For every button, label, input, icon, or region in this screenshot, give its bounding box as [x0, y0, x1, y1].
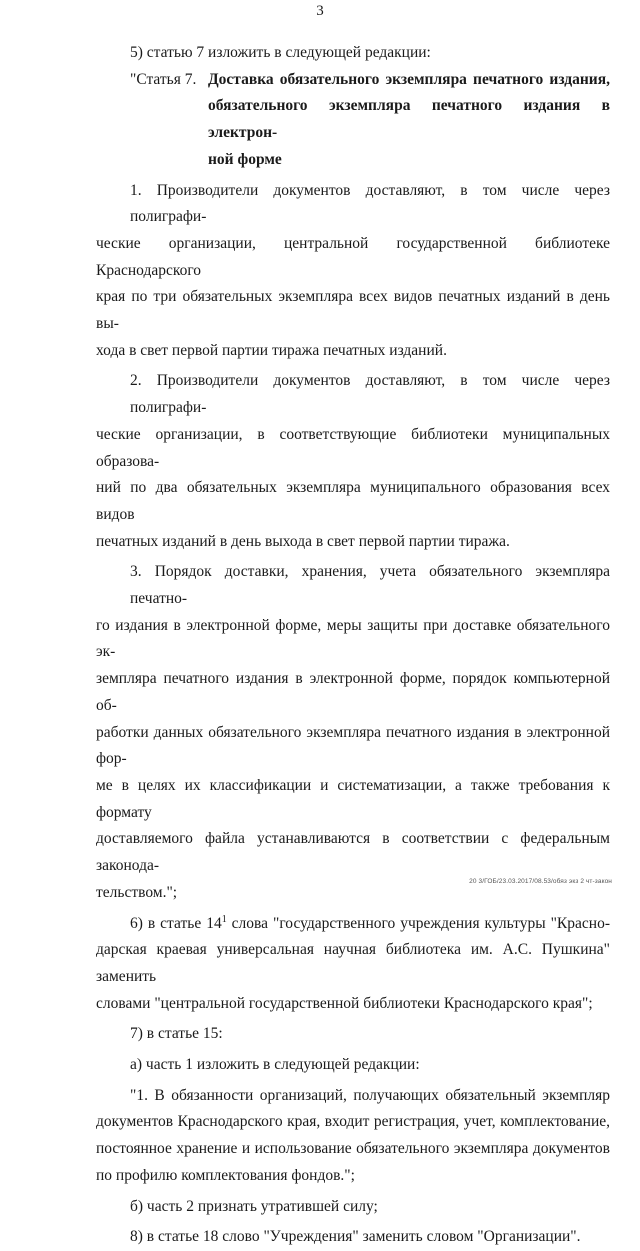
- paragraph-line: печатных изданий в день выхода в свет первой партии тиража.: [96, 532, 510, 550]
- article-7-title-line: обязательного экземпляра печатного издания в электрон-: [208, 97, 610, 142]
- paragraph-line: 2. Производители документов доставляют, в том числе через полиграфи-: [130, 372, 610, 417]
- superscript: 1: [221, 913, 227, 925]
- item-5: 5) статью 7 изложить в следующей редакции:: [130, 44, 431, 61]
- footer-document-code: 20 3/ГОБ/23.03.2017/08.53/обяз экз 2 чт-закон: [469, 878, 612, 885]
- paragraph-line: ческие организации, центральной государственной библиотеке Краснодарского: [96, 234, 610, 279]
- paragraph-3: [96, 559, 610, 906]
- item-8: 8) в статье 18 слово "Учреждения" заменить словом "Организации".: [130, 1228, 581, 1246]
- paragraph-line: 3. Порядок доставки, хранения, учета обязательного экземпляра печатно-: [130, 563, 610, 608]
- paragraph-line: тельством.";: [96, 883, 178, 901]
- paragraph-line: дарская краевая универсальная научная библиотека им. А.С. Пушкина" заменить: [96, 941, 610, 985]
- paragraph-line: края по три обязательных экземпляра всех видов печатных изданий в день вы-: [96, 288, 610, 333]
- paragraph-line: 1. Производители документов доставляют, в том числе через полиграфи-: [130, 181, 610, 226]
- paragraph-line: работки данных обязательного экземпляра печатного издания в электронной фор-: [96, 723, 610, 768]
- item-6-first-line: 6) в статье $14^1$ слова "государственного учреждения культуры "Красно-: [130, 913, 610, 932]
- page-number: 3: [316, 3, 324, 19]
- paragraph-line: ме в целях их классификации и систематизации, а также требования к формату: [96, 776, 610, 821]
- paragraph-line: земпляра печатного издания в электронной форме, порядок компьютерной об-: [96, 670, 610, 714]
- paragraph-line: постоянное хранение и использование обязательного экземпляра документов: [96, 1140, 610, 1158]
- article-7-label: "Статья 7.: [130, 70, 197, 88]
- article-7-title-line: Доставка обязательного экземпляра печатного издания,: [208, 70, 610, 88]
- quote-part-1: [96, 1083, 610, 1190]
- paragraph-line: го издания в электронной форме, меры защиты при доставке обязательного эк-: [96, 616, 610, 661]
- item-7b: б) часть 2 признать утратившей силу;: [130, 1197, 378, 1215]
- document-body: [96, 40, 610, 1251]
- article-7-title-line: ной форме: [208, 150, 282, 168]
- paragraph-line: "1. В обязанности организаций, получающих обязательный экземпляр: [130, 1086, 610, 1104]
- paragraph-line: документов Краснодарского края, входит регистрация, учет, комплектование,: [96, 1113, 610, 1131]
- paragraph-line: по профилю комплектования фондов.";: [96, 1166, 355, 1184]
- article-7-title: [208, 67, 610, 174]
- article-7-heading: [96, 67, 610, 174]
- paragraph-line: доставляемого файла устанавливаются в соответствии с федеральным законода-: [96, 830, 610, 875]
- item-7: 7) в статье 15:: [130, 1025, 223, 1043]
- item-7a: а) часть 1 изложить в следующей редакции:: [130, 1056, 420, 1074]
- paragraph-line: хода в свет первой партии тиража печатных изданий.: [96, 341, 447, 359]
- paragraph-line: ний по два обязательных экземпляра муниципального образования всех видов: [96, 479, 610, 523]
- item-6: [96, 911, 610, 1018]
- paragraph-2: [96, 368, 610, 555]
- paragraph-line: словами "центральной государственной библиотеки Краснодарского края";: [96, 994, 593, 1012]
- paragraph-1: [96, 178, 610, 365]
- paragraph-line: ческие организации, в соответствующие библиотеки муниципальных образова-: [96, 425, 610, 470]
